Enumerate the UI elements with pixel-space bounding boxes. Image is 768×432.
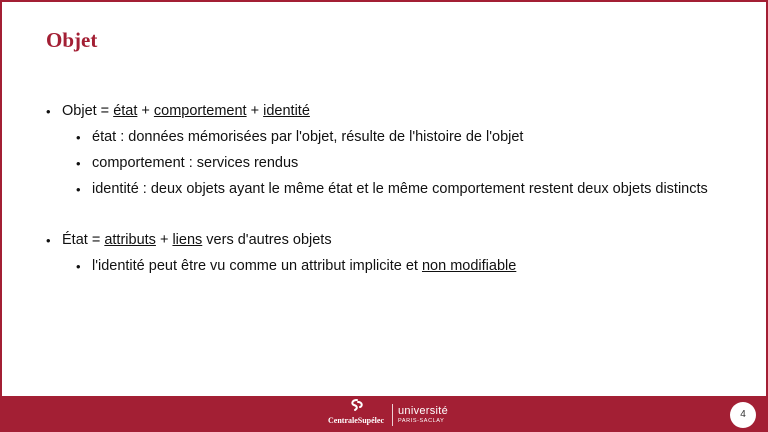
logo-separator: [392, 404, 393, 426]
centralesupelec-logo-icon: [348, 398, 366, 412]
slide-title: Objet: [46, 28, 98, 52]
centralesupelec-logo-text: CentraleSupélec: [328, 416, 384, 425]
slide-content: [46, 102, 726, 276]
paris-saclay-logo-text: PARIS-SACLAY: [398, 418, 445, 424]
sub-bullet-identite: • identité : deux objets ayant le même état et le même comportement restent deux objets distincts: [46, 180, 726, 199]
page-number: 4: [730, 402, 756, 428]
sub-bullet-etat: • état : données mémorisées par l'objet, résulte de l'histoire de l'objet: [46, 128, 726, 147]
sub-bullet-identite-attribut: • l'identité peut être vu comme un attribut implicite et non modifiable: [46, 257, 726, 276]
bullet-objet: • Objet = état + comportement + identité: [46, 102, 726, 121]
universite-logo-text: université: [398, 405, 449, 417]
footer-bar: [2, 396, 768, 432]
bullet-etat: • État = attributs + liens vers d'autres objets: [46, 231, 726, 250]
sub-bullet-comportement: • comportement : services rendus: [46, 154, 726, 173]
